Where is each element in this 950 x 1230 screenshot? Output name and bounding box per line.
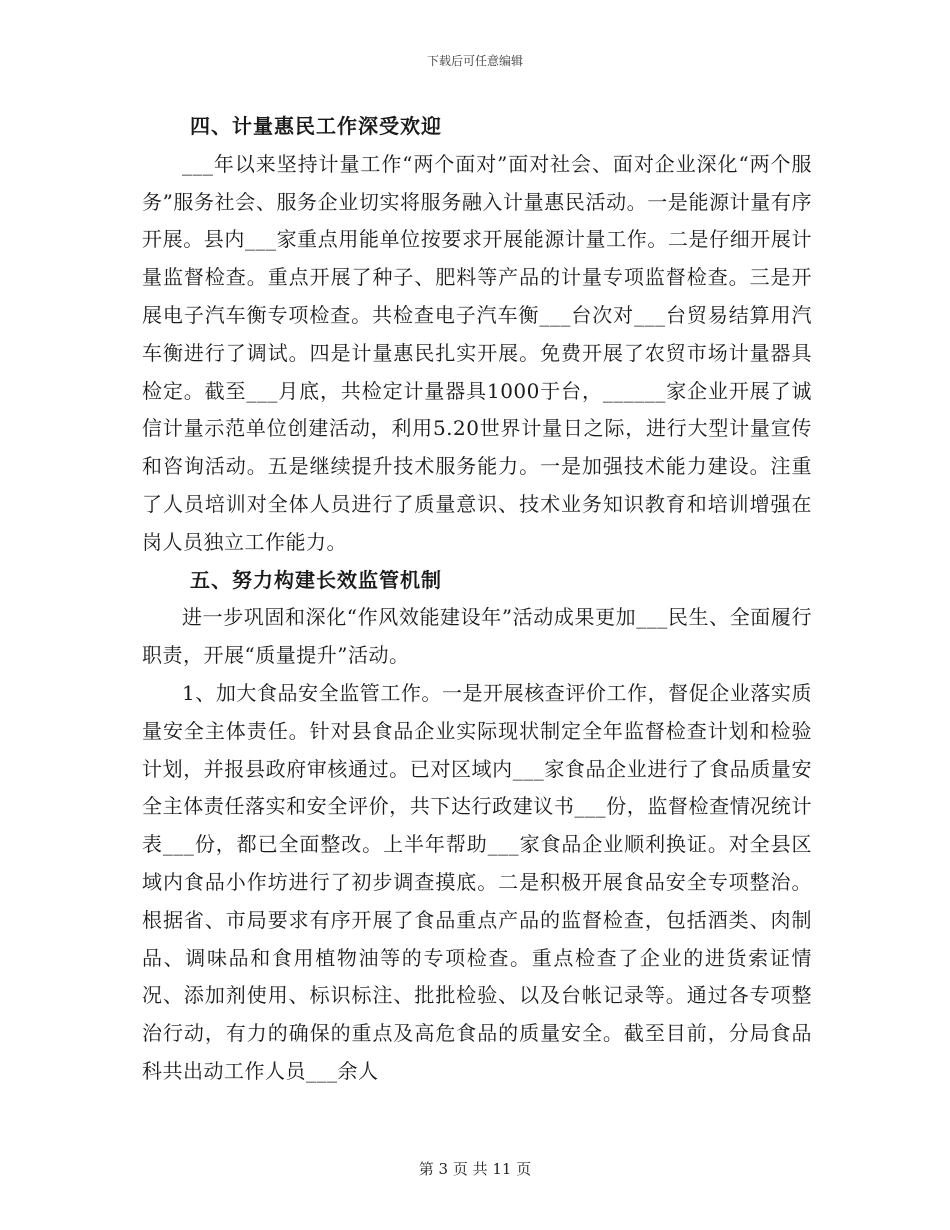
section-heading-5: 五、努力构建长效监管机制	[190, 567, 442, 592]
page-header: 下载后可任意编辑	[426, 54, 523, 68]
section-5-paragraph-2: 1、加大食品安全监管工作。一是开展核查评价工作，督促企业落实质量安全主体责任。针对县食品企业实际现状制定全年监督检查计划和检验计划，并报县政府审核通过。已对区域内___家食品企业进行了食品质量安全主体责任落实和安全评价，共下达行政建议书___份，监督检查情况统计表___份，都已全面整改。上半年帮助___家食品企业顺利换证。对全县区域内食品小作坊进行了初步调查摸底。二是积极开展食品安全专项整治。根据省、市局要求有序开展了食品重点产品的监督检查，包括酒类、肉制品、调味品和食用植物油等的专项检查。重点检查了企业的进货索证情况、添加剂使用、标识标注、批批检验、以及台帐记录等。通过各专项整治行动，有力的确保的重点及高危食品的质量安全。截至目前，分局食品科共出动工作人员___余人	[142, 680, 812, 1083]
document-body	[142, 108, 812, 1091]
section-5-paragraph-1: 进一步巩固和深化“作风效能建设年”活动成果更加___民生、全面履行职责，开展“质量提升”活动。	[142, 605, 812, 668]
section-heading-4: 四、计量惠民工作深受欢迎	[190, 114, 442, 138]
page-footer: 第 3 页 共 11 页	[418, 1160, 532, 1178]
section-4-paragraph-1: ___年以来坚持计量工作“两个面对”面对社会、面对企业深化“两个服务”服务社会、服务企业切实将服务融入计量惠民活动。一是能源计量有序开展。县内___家重点用能单位按要求开展能源计量工作。二是仔细开展计量监督检查。重点开展了种子、肥料等产品的计量专项监督检查。三是开展电子汽车衡专项检查。共检查电子汽车衡___台次对___台贸易结算用汽车衡进行了调试。四是计量惠民扎实开展。免费开展了农贸市场计量器具检定。截至___月底，共检定计量器具1000于台，______家企业开展了诚信计量示范单位创建活动，利用5.20世界计量日之际，进行大型计量宣传和咨询活动。五是继续提升技术服务能力。一是加强技术能力建设。注重了人员培训对全体人员进行了质量意识、技术业务知识教育和培训增强在岗人员独立工作能力。	[142, 151, 812, 554]
